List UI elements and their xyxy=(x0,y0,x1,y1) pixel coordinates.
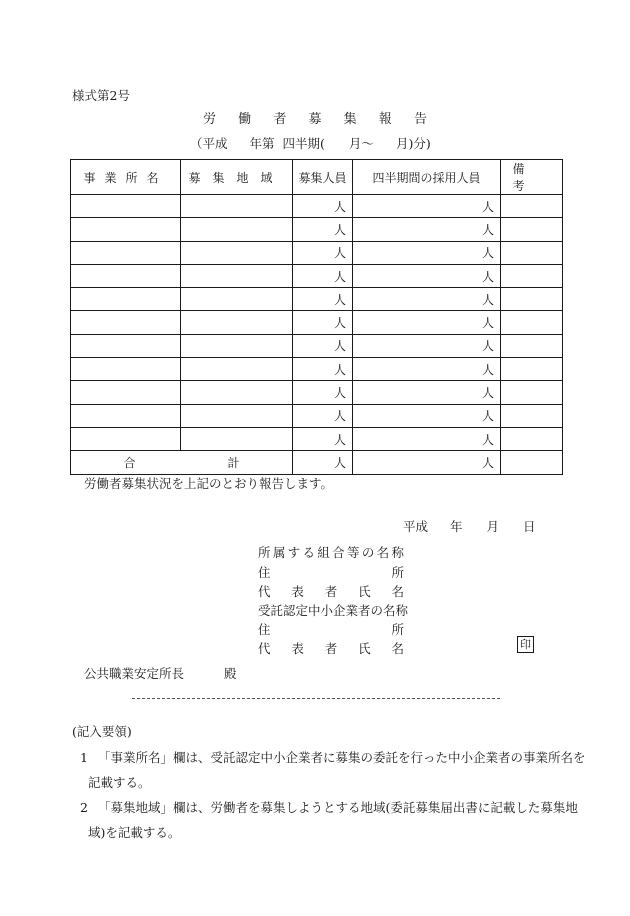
note-text-continued: 記載する。 xyxy=(88,775,151,790)
table-total-row xyxy=(71,451,563,474)
document-title xyxy=(0,108,630,127)
office-name-cell[interactable] xyxy=(71,218,181,241)
cut-line-divider xyxy=(132,698,500,699)
total-label-2: 計 xyxy=(227,455,240,470)
table-row xyxy=(71,404,563,427)
total-remarks-cell[interactable] xyxy=(501,451,563,474)
table-row xyxy=(71,427,563,450)
hired-count-cell[interactable]: 人 xyxy=(353,288,501,311)
header-office-name: 事業所名 xyxy=(71,160,181,195)
header-remarks: 備考 xyxy=(501,160,563,195)
hired-count-cell[interactable]: 人 xyxy=(353,311,501,334)
hired-count-cell[interactable]: 人 xyxy=(353,404,501,427)
office-name-cell[interactable] xyxy=(71,241,181,264)
date-day: 日 xyxy=(523,519,536,534)
recruit-count-cell[interactable]: 人 xyxy=(293,195,353,218)
hired-count-cell[interactable]: 人 xyxy=(353,264,501,287)
period-month-from: 月～ xyxy=(348,136,374,151)
form-number: 様式第2号 xyxy=(72,88,130,103)
remarks-cell[interactable] xyxy=(501,288,563,311)
addressee-office: 公共職業安定所長 xyxy=(84,666,185,681)
period-year: 年第 xyxy=(249,136,275,151)
table-row xyxy=(71,218,563,241)
total-recruit-cell[interactable]: 人 xyxy=(293,451,353,474)
date-era: 平成 xyxy=(403,519,429,534)
title-char: 報 xyxy=(378,112,392,127)
title-char: 告 xyxy=(413,112,427,127)
header-hired-count: 四半期間の採用人員 xyxy=(353,160,501,195)
date-year: 年 xyxy=(450,519,463,534)
note-number: 1 xyxy=(80,750,88,765)
area-cell[interactable] xyxy=(181,218,293,241)
office-name-cell[interactable] xyxy=(71,334,181,357)
table-row xyxy=(71,334,563,357)
area-cell[interactable] xyxy=(181,311,293,334)
remarks-cell[interactable] xyxy=(501,358,563,381)
remarks-cell[interactable] xyxy=(501,311,563,334)
note-item xyxy=(80,798,578,816)
report-statement: 労働者募集状況を上記のとおり報告します。 xyxy=(84,476,334,491)
note-number: 2 xyxy=(80,800,88,815)
office-name-cell[interactable] xyxy=(71,358,181,381)
period-month-to: 月)分) xyxy=(395,136,431,151)
header-recruit-count: 募集人員 xyxy=(293,160,353,195)
area-cell[interactable] xyxy=(181,241,293,264)
note-text: 「募集地域」欄は、労働者を募集しようとする地域(委託募集届出書に記載した募集地 xyxy=(98,800,578,815)
office-name-cell[interactable] xyxy=(71,195,181,218)
table-row xyxy=(71,381,563,404)
office-name-cell[interactable] xyxy=(71,288,181,311)
office-name-cell[interactable] xyxy=(71,381,181,404)
area-cell[interactable] xyxy=(181,288,293,311)
title-char: 働 xyxy=(238,112,252,127)
hired-count-cell[interactable]: 人 xyxy=(353,218,501,241)
recruit-count-cell[interactable]: 人 xyxy=(293,427,353,450)
remarks-cell[interactable] xyxy=(501,218,563,241)
remarks-cell[interactable] xyxy=(501,241,563,264)
company-name-label: 受託認定中小企業者の名称 xyxy=(258,603,409,618)
area-cell[interactable] xyxy=(181,358,293,381)
remarks-cell[interactable] xyxy=(501,381,563,404)
recruitment-report-table xyxy=(70,159,563,475)
header-area: 募集地域 xyxy=(181,160,293,195)
hired-count-cell[interactable]: 人 xyxy=(353,427,501,450)
recruit-count-cell[interactable]: 人 xyxy=(293,404,353,427)
hired-count-cell[interactable]: 人 xyxy=(353,241,501,264)
area-cell[interactable] xyxy=(181,381,293,404)
remarks-cell[interactable] xyxy=(501,334,563,357)
note-text-continued: 域)を記載する。 xyxy=(88,825,181,840)
area-cell[interactable] xyxy=(181,195,293,218)
area-cell[interactable] xyxy=(181,404,293,427)
recruit-count-cell[interactable]: 人 xyxy=(293,311,353,334)
recruit-count-cell[interactable]: 人 xyxy=(293,381,353,404)
seal-mark: 印 xyxy=(517,636,534,653)
remarks-cell[interactable] xyxy=(501,427,563,450)
hired-count-cell[interactable]: 人 xyxy=(353,195,501,218)
period-quarter: 四半期( xyxy=(282,136,325,151)
recruit-count-cell[interactable]: 人 xyxy=(293,358,353,381)
title-char: 募 xyxy=(308,112,322,127)
office-name-cell[interactable] xyxy=(71,311,181,334)
period-open: （平成 xyxy=(190,136,228,151)
title-char: 集 xyxy=(343,112,357,127)
union-name-label: 所属する組合等の名称 xyxy=(258,545,404,560)
office-name-cell[interactable] xyxy=(71,427,181,450)
table-row xyxy=(71,288,563,311)
area-cell[interactable] xyxy=(181,427,293,450)
date-month: 月 xyxy=(486,519,500,534)
union-address-label: 住所 xyxy=(258,565,404,580)
addressee-honorific: 殿 xyxy=(224,666,237,681)
notes-heading: (記入要領) xyxy=(72,724,132,739)
report-period xyxy=(190,134,431,152)
hired-count-cell[interactable]: 人 xyxy=(353,358,501,381)
total-label-1: 合 xyxy=(123,455,136,470)
company-address-label: 住所 xyxy=(258,622,404,637)
hired-count-cell[interactable]: 人 xyxy=(353,381,501,404)
table-row xyxy=(71,311,563,334)
note-text: 「事業所名」欄は、受託認定中小企業者に募集の委託を行った中小企業者の事業所名を xyxy=(98,750,586,765)
report-date xyxy=(403,517,536,535)
table-header-row xyxy=(71,160,563,195)
title-char: 者 xyxy=(273,112,287,127)
remarks-cell[interactable] xyxy=(501,195,563,218)
table-row xyxy=(71,358,563,381)
table-row xyxy=(71,195,563,218)
recruit-count-cell[interactable]: 人 xyxy=(293,241,353,264)
total-hired-cell[interactable]: 人 xyxy=(353,451,501,474)
remarks-cell[interactable] xyxy=(501,264,563,287)
table-row xyxy=(71,264,563,287)
union-rep-name-label: 代表者氏名 xyxy=(258,584,404,599)
area-cell[interactable] xyxy=(181,264,293,287)
remarks-cell[interactable] xyxy=(501,404,563,427)
office-name-cell[interactable] xyxy=(71,404,181,427)
total-label xyxy=(71,451,293,474)
title-char: 労 xyxy=(203,112,217,127)
recruit-count-cell[interactable]: 人 xyxy=(293,334,353,357)
recruit-count-cell[interactable]: 人 xyxy=(293,288,353,311)
table-row xyxy=(71,241,563,264)
recruit-count-cell[interactable]: 人 xyxy=(293,264,353,287)
recruit-count-cell[interactable]: 人 xyxy=(293,218,353,241)
note-item xyxy=(80,748,586,766)
company-rep-name-label: 代表者氏名 xyxy=(258,641,404,656)
hired-count-cell[interactable]: 人 xyxy=(353,334,501,357)
office-name-cell[interactable] xyxy=(71,264,181,287)
area-cell[interactable] xyxy=(181,334,293,357)
